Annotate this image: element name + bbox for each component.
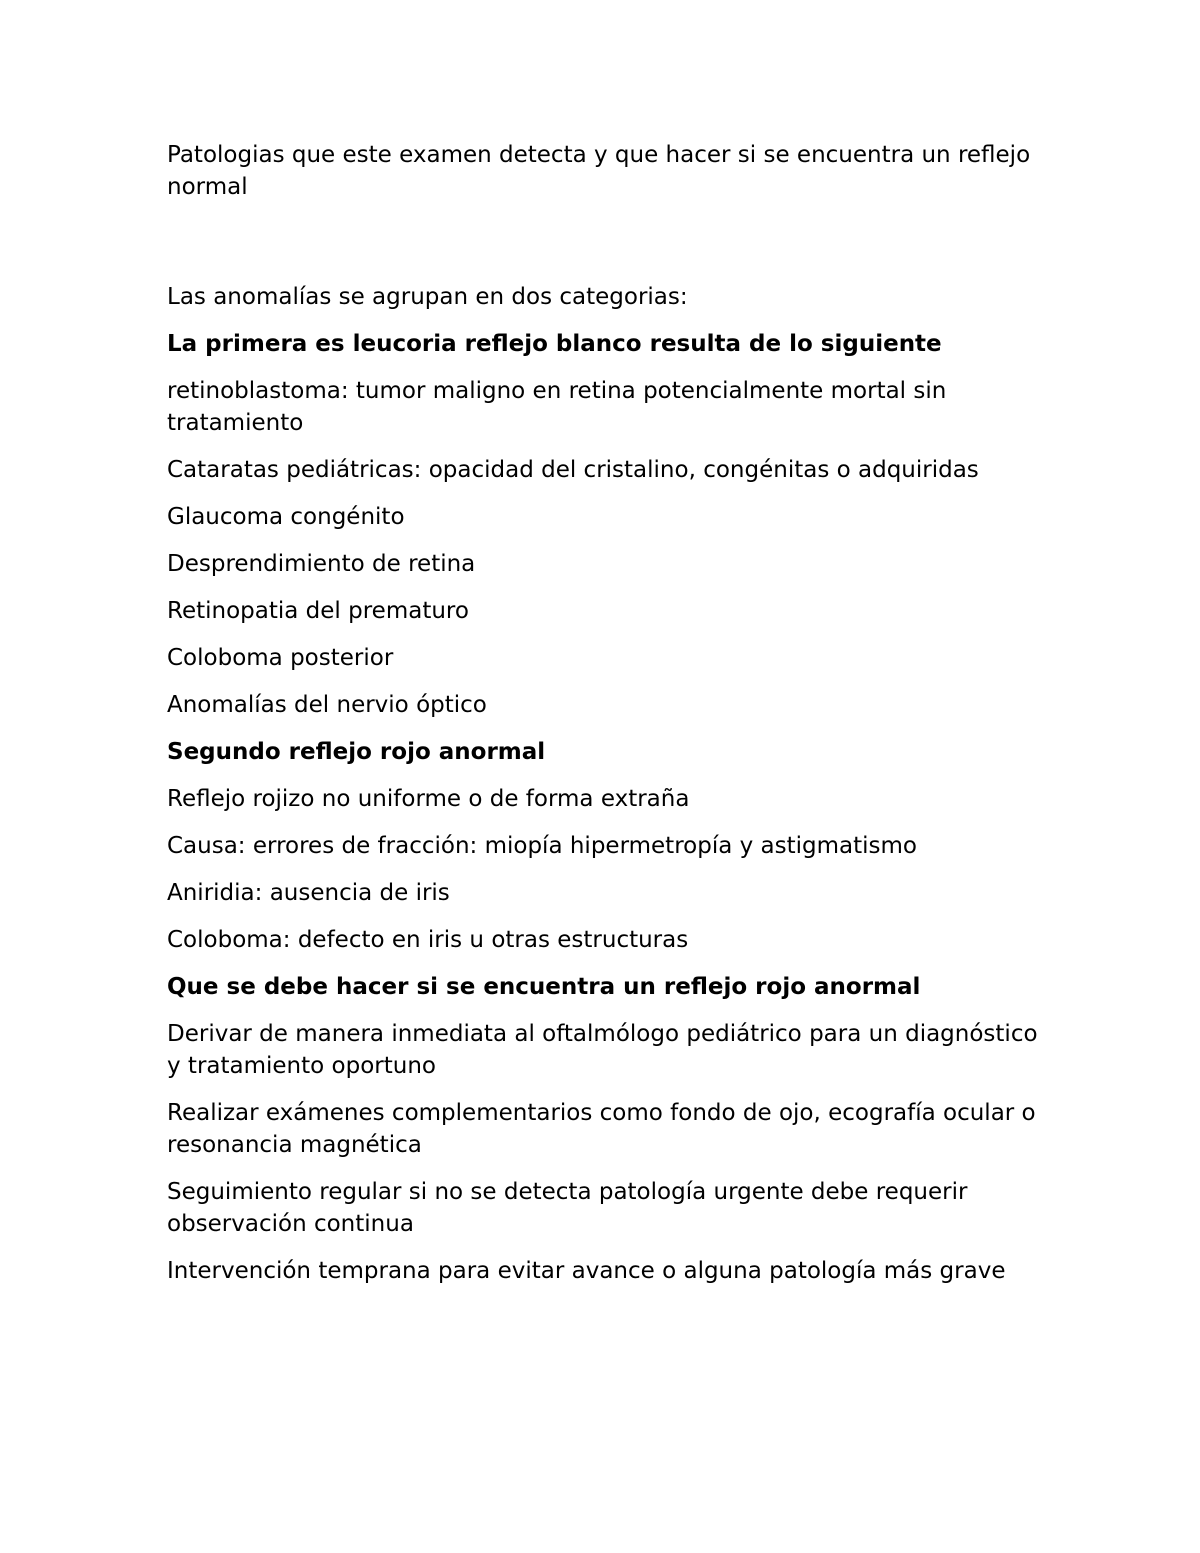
list-item: Anomalías del nervio óptico xyxy=(167,692,487,718)
list-item: Coloboma posterior xyxy=(167,645,394,671)
list-item: Aniridia: ausencia de iris xyxy=(167,880,450,906)
list-item: Reflejo rojizo no uniforme o de forma extraña xyxy=(167,786,690,812)
list-item: Glaucoma congénito xyxy=(167,504,405,530)
section-heading-actions: Que se debe hacer si se encuentra un reflejo rojo anormal xyxy=(167,974,921,1000)
list-item: retinoblastoma: tumor maligno en retina potencialmente mortal sin tratamiento xyxy=(167,378,947,436)
list-item: Seguimiento regular si no se detecta patología urgente debe requerir observación continua xyxy=(167,1179,968,1237)
list-item: Intervención temprana para evitar avance o alguna patología más grave xyxy=(167,1258,1006,1284)
intro-paragraph: Las anomalías se agrupan en dos categorias: xyxy=(167,284,688,310)
section-heading-leucoria: La primera es leucoria reflejo blanco resulta de lo siguiente xyxy=(167,331,942,357)
document-body xyxy=(167,139,1047,1302)
list-item: Realizar exámenes complementarios como fondo de ojo, ecografía ocular o resonancia magnética xyxy=(167,1100,1036,1158)
list-item: Cataratas pediátricas: opacidad del cristalino, congénitas o adquiridas xyxy=(167,457,979,483)
list-item: Causa: errores de fracción: miopía hipermetropía y astigmatismo xyxy=(167,833,917,859)
section-heading-red-reflex: Segundo reflejo rojo anormal xyxy=(167,739,546,765)
list-item: Retinopatia del prematuro xyxy=(167,598,469,624)
list-item: Desprendimiento de retina xyxy=(167,551,476,577)
list-item: Coloboma: defecto en iris u otras estructuras xyxy=(167,927,689,953)
list-item: Derivar de manera inmediata al oftalmólogo pediátrico para un diagnóstico y tratamiento oportuno xyxy=(167,1021,1038,1079)
document-title: Patologias que este examen detecta y que hacer si se encuentra un reflejo normal xyxy=(167,142,1031,200)
